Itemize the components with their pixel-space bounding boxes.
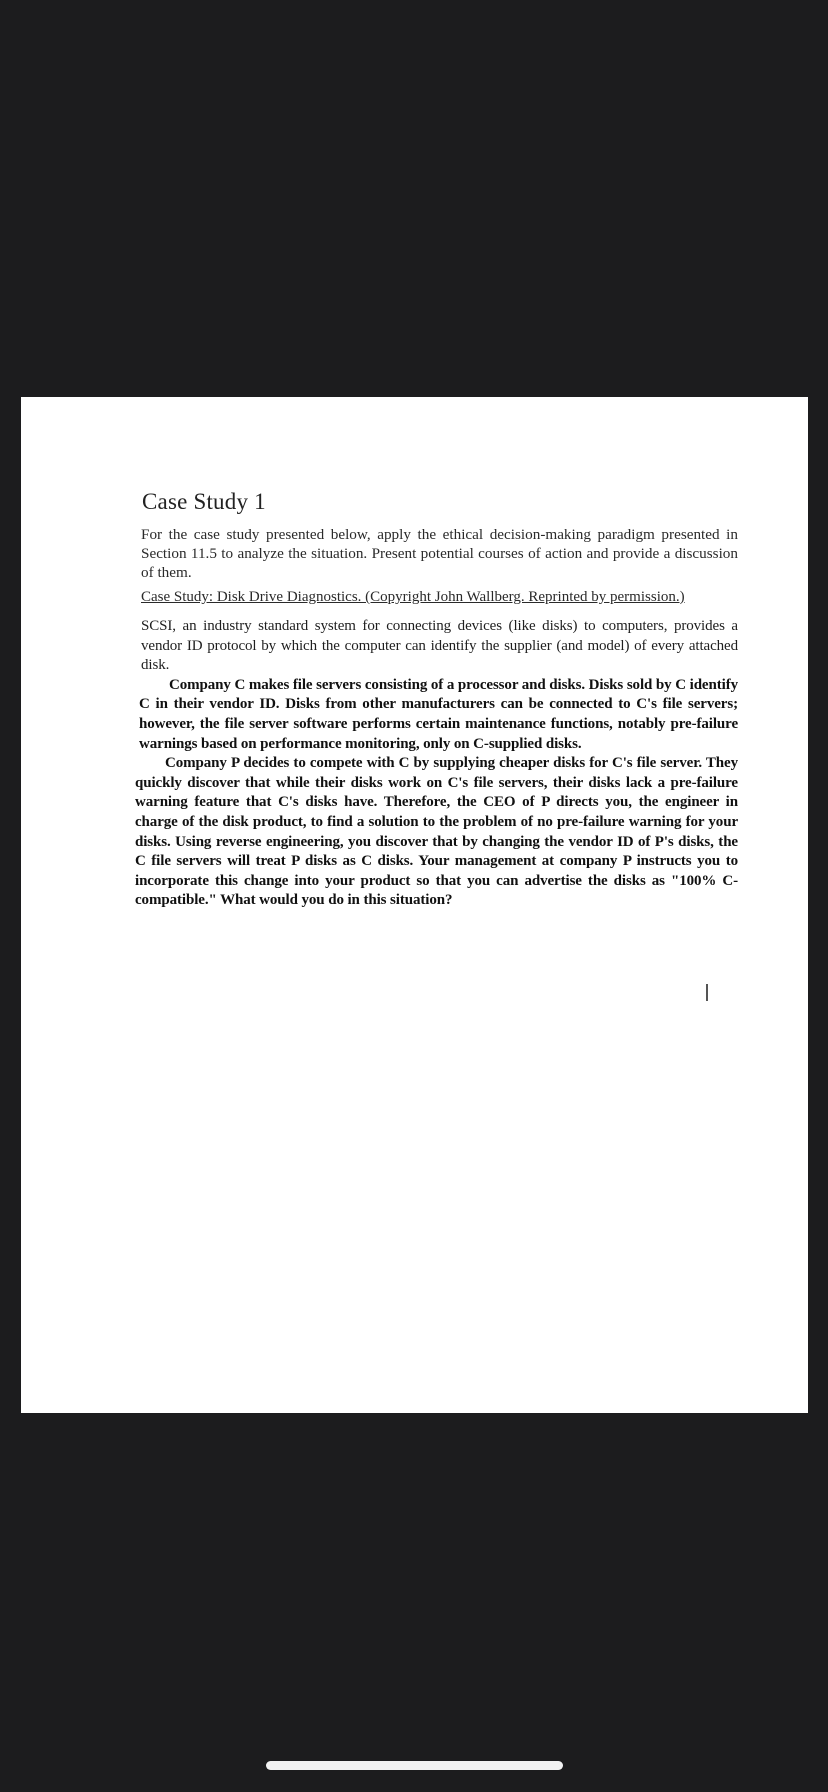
paragraph-company-p: Company P decides to compete with C by supplying cheaper disks for C's file server. They quickly discover that while their disks work on C's file servers, their disks lack a pre-failure warning feature that C's disks have. Therefore, the CEO of P directs you, the engineer in charge of the disk product, to find a solution to the problem of no pre-failure warning for your disks. Using reverse engineering, you discover that by changing the vendor ID of P's disks, the C file servers will treat P disks as C disks. Your management at company P instructs you to incorporate this change into your product so that you can advertise the disks as "100% C-compatible." What would you do in this situation? (135, 755, 738, 909)
paragraph-scsi: SCSI, an industry standard system for connecting devices (like disks) to computers, provides a vendor ID protocol by which the computer can identify the supplier (and model) of every attached disk. (141, 618, 738, 674)
home-indicator-bar[interactable] (266, 1761, 563, 1770)
paragraph-company-c: Company C makes file servers consisting of a processor and disks. Disks sold by C identify C in their vendor ID. Disks from other manufacturers can be connected to C's file servers; however, the file server software performs certain maintenance functions, notably pre-failure warnings based on performance monitoring, only on C-supplied disks. (139, 676, 738, 752)
document-page (21, 397, 808, 1413)
text-cursor-mark (706, 984, 708, 1001)
case-source-line: Case Study: Disk Drive Diagnostics. (Copyright John Wallberg. Reprinted by permission.) (141, 589, 685, 605)
instructions-paragraph: For the case study presented below, apply the ethical decision-making paradigm presented in Section 11.5 to analyze the situation. Present potential courses of action and provide a discussion of them. (141, 526, 738, 581)
case-study-title: Case Study 1 (142, 489, 266, 514)
